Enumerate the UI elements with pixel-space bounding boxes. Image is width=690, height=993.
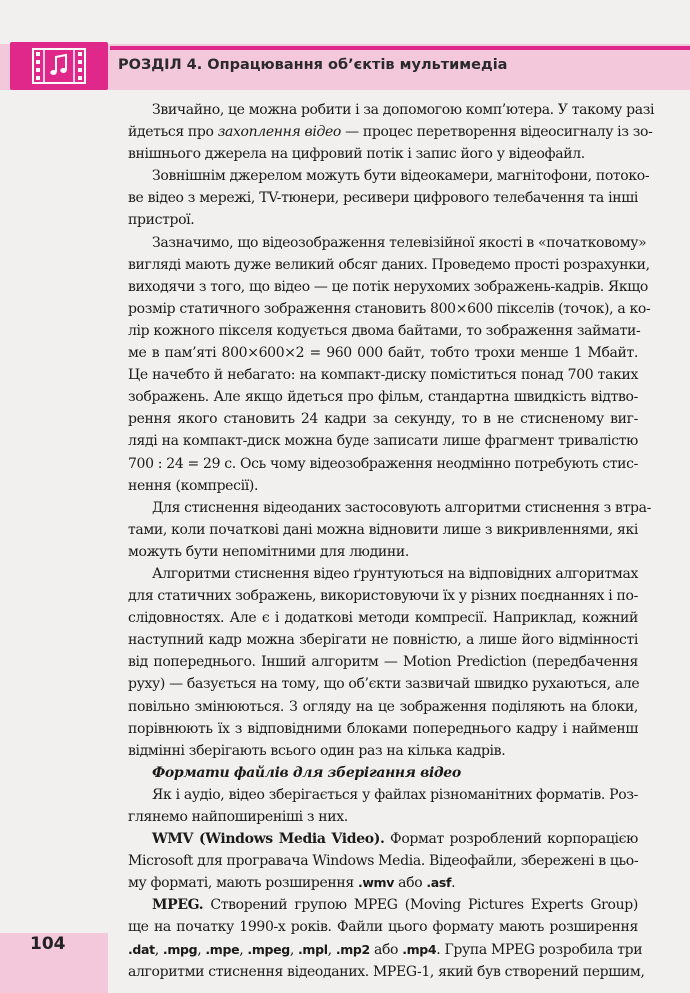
text-line: повільно змінюються. З огляду на це зображення поділяють на блоки, bbox=[128, 698, 638, 715]
body-text bbox=[128, 99, 655, 983]
file-extension: .mp4 bbox=[402, 941, 437, 957]
section-heading: Формати файлів для зберігання відео bbox=[152, 764, 461, 781]
text-line: ще на початку 1990-х років. Файли цього формату мають розширення bbox=[128, 919, 638, 936]
text-line: наступний кадр можна зберігати не повністю, а лише його відмінності bbox=[128, 632, 638, 649]
file-extension: .dat bbox=[128, 941, 155, 957]
text-line: Це начебто й небагато: на компакт-диску поміститься понад 700 таких bbox=[128, 367, 638, 384]
text-line: відмінні зберігають всього один раз на кілька кадрів. bbox=[128, 742, 506, 759]
text-line: для статичних зображень, використовуючи їх у різних поєднаннях і по- bbox=[128, 588, 638, 605]
section-badge bbox=[10, 42, 108, 90]
page-number: 104 bbox=[30, 934, 66, 954]
file-extension: .mpl bbox=[298, 941, 328, 957]
text-line: Для стиснення відеоданих застосовують алгоритми стиснення з втра- bbox=[152, 499, 651, 516]
text-line: пристрої. bbox=[128, 212, 195, 229]
file-extension: .mp2 bbox=[335, 941, 370, 957]
text-line: ляді на компакт-диск можна буде записати лише фрагмент тривалістю bbox=[128, 433, 638, 450]
section-title: РОЗДІЛ 4. Опрацювання об’єктів мультимедіа bbox=[118, 57, 508, 73]
text-line: Зазначимо, що відеозображення телевізійної якості в «початковому» bbox=[152, 234, 647, 251]
text-line: 700 : 24 = 29 с. Ось чому відеозображення неодмінно потребують стис- bbox=[128, 455, 638, 472]
term-italic: захоплення відео bbox=[217, 124, 342, 141]
text-line: .dat, .mpg, .mpe, .mpeg, .mpl, .mp2 або .mp4. Група MPEG розробила три bbox=[128, 941, 643, 958]
text-line: виходячи з того, що відео — це потік нерухомих зображень-кадрів. Якщо bbox=[128, 278, 649, 295]
text-line: MPEG. Створений групою MPEG (Moving Pictures Experts Group) bbox=[152, 897, 638, 914]
text-line: Як і аудіо, відео зберігається у файлах різноманітних форматів. Роз- bbox=[152, 786, 638, 803]
text-line: руху) — базується на тому, що об’єкти зазвичай швидко рухаються, але bbox=[128, 676, 640, 693]
subheading bbox=[128, 762, 638, 784]
text-line: Звичайно, це можна робити і за допомогою комп’ютера. У такому разі bbox=[152, 102, 655, 118]
paragraph bbox=[128, 563, 638, 762]
paragraph bbox=[128, 497, 651, 563]
paragraph bbox=[128, 99, 655, 165]
paragraph bbox=[128, 828, 638, 894]
paragraph bbox=[128, 784, 638, 828]
format-term: WMV (Windows Media Video). bbox=[152, 831, 385, 848]
text-line: WMV (Windows Media Video). Формат розроблений корпорацією bbox=[152, 831, 639, 848]
paragraph bbox=[128, 165, 650, 231]
text-line: ме в пам’яті 800×600×2 = 960 000 байт, тобто трохи менше 1 Мбайт. bbox=[128, 345, 638, 362]
paragraph bbox=[128, 232, 651, 497]
text-line: му форматі, мають розширення .wmv або .asf. bbox=[128, 875, 456, 892]
text-line: лір кожного пікселя кодується двома байтами, то зображення займати- bbox=[128, 322, 641, 339]
text-line: рення якого становить 24 кадри за секунду, то в не стисненому виг- bbox=[128, 411, 638, 428]
text-line: зображень. Але якщо йдеться про фільм, стандартна швидкість відтво- bbox=[128, 389, 638, 406]
text-line: вигляді мають дуже великий обсяг даних. Проведемо прості розрахунки, bbox=[128, 256, 650, 273]
file-extension: .mpeg bbox=[247, 941, 290, 957]
text-line: ве відео з мережі, TV-тюнери, ресивери цифрового телебачення та інші bbox=[128, 190, 638, 207]
text-line: алгоритми стиснення відеоданих. MPEG-1, який був створений першим, bbox=[128, 963, 645, 980]
film-music-icon bbox=[32, 48, 86, 84]
file-extension: .mpe bbox=[205, 941, 240, 957]
text-line: Алгоритми стиснення відео ґрунтуються на відповідних алгоритмах bbox=[152, 565, 639, 582]
paragraph bbox=[128, 894, 645, 982]
file-extension: .wmv bbox=[357, 875, 395, 891]
text-line: глянемо найпоширеніші з них. bbox=[128, 809, 348, 825]
text-line: нення (компресії). bbox=[128, 477, 259, 494]
format-term: MPEG. bbox=[152, 897, 204, 914]
text-line: Microsoft для програвача Windows Media. Відеофайли, збережені в цьо- bbox=[128, 853, 639, 870]
text-line: Зовнішнім джерелом можуть бути відеокамери, магнітофони, потоко- bbox=[152, 168, 650, 185]
text-line: розмір статичного зображення становить 800×600 пікселів (точок), а ко- bbox=[128, 300, 651, 317]
text-line: йдеться про захоплення відео — процес перетворення відеосигналу із зо- bbox=[128, 124, 653, 141]
text-line: можуть бути непомітними для людини. bbox=[128, 543, 409, 560]
file-extension: .asf bbox=[426, 875, 452, 891]
text-line: порівнюють їх з відповідними блоками попереднього кадру і найменш bbox=[128, 720, 638, 737]
text-line: тами, коли початкові дані можна відновити лише з викривленнями, які bbox=[128, 521, 638, 538]
text-line: від попереднього. Інший алгоритм — Motion Prediction (передбачення bbox=[128, 654, 638, 671]
text-line: внішнього джерела на цифровий потік і запис його у відеофайл. bbox=[128, 146, 585, 163]
text-line: слідовностях. Але є і додаткові методи компресії. Наприклад, кожний bbox=[128, 610, 638, 627]
file-extension: .mpg bbox=[162, 941, 198, 957]
header-accent-line bbox=[110, 46, 690, 50]
